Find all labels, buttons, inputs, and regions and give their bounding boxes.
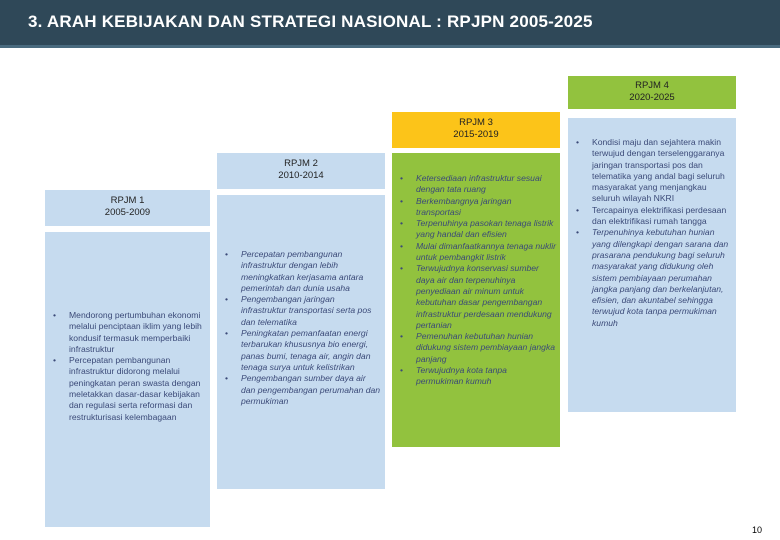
rpjm1-list [45,310,206,423]
rpjm2-years: 2010-2014 [278,170,324,181]
rpjm3-item-text: Terwujudnya kota tanpa permukiman kumuh [416,365,507,387]
rpjm3-list [392,173,556,388]
rpjm4-header [568,76,736,109]
list-item: • Berkembangnya jaringan transportasi [400,195,512,217]
rpjm2-item-text: Percepatan pembangunan infrastruktur dengan lebih meningkatkan kerjasama antara pemerintah dan dunia usaha [241,249,364,293]
list-item: • Mendorong pertumbuhan ekonomi melalui penciptaan iklim yang lebih kondusif termasuk memperbaiki infrastruktur [53,310,202,354]
rpjm3-item-text: Terwujudnya konservasi sumber daya air dan terpenuhinya penyediaan air minum untuk kebutuhan dasar pengembangan infrastruktur perdesaan mendukung pertanian [416,263,552,330]
rpjm2-item-text: Peningkatan pemanfaatan energi terbarukan khususnya bio energi, panas bumi, tenaga air, angin dan tenaga surya untuk kelistrikan [241,328,371,372]
rpjm1-item-text: Percepatan pembangunan infrastruktur didorong melalui peningkatan peran swasta dengan meletakkan dasar-dasar kebijakan dan regulasi serta reformasi dan restrukturisasi kelembagaan [69,355,201,422]
list-item: • Tercapainya elektrifikasi perdesaan dan elektrifikasi rumah tangga [576,204,727,227]
rpjm3-name: RPJM 3 [459,117,493,128]
rpjm2-body [217,195,385,489]
rpjm2-item-text: Pengembangan sumber daya air dan pengembangan perumahan dan permukiman [241,373,381,406]
rpjm3-item-text: Ketersediaan infrastruktur sesuai dengan tata ruang [416,173,542,195]
rpjm1-item-text: Mendorong pertumbuhan ekonomi melalui penciptaan iklim yang lebih kondusif termasuk memperbaiki infrastruktur [69,310,202,354]
rpjm1-header [45,190,210,226]
list-item: • Terwujudnya kota tanpa permukiman kumuh [400,365,507,387]
page-title: 3. ARAH KEBIJAKAN DAN STRATEGI NASIONAL : RPJPN 2005-2025 [28,12,593,31]
rpjm3-item-text: Pemenuhan kebutuhan hunian didukung sistem pembiayaan jangka panjang [416,331,556,364]
rpjm1-name: RPJM 1 [110,195,145,206]
list-item: • Percepatan pembangunan infrastruktur dengan lebih meningkatkan kerjasama antara pemerintah dan dunia usaha [225,249,364,293]
rpjm1-body [45,232,210,527]
rpjm4-name: RPJM 4 [635,80,669,91]
list-item: • Pengembangan sumber daya air dan pengembangan perumahan dan permukiman [225,373,381,406]
page-number: 10 [751,525,762,535]
rpjm2-header [217,153,385,189]
rpjm2-list [217,249,381,407]
rpjm4-list [568,137,732,329]
rpjm3-item-text: Mulai dimanfaatkannya tenaga nuklir untuk pembangkit listrik [416,240,556,263]
list-item: • Terwujudnya konservasi sumber daya air dan terpenuhinya penyediaan air minum untuk kebutuhan dasar pengembangan infrastruktur perdesaan mendukung pertanian [400,263,552,330]
rpjm4-item-text: Kondisi maju dan sejahtera makin terwujud dengan terselenggaranya jaringan transportasi pos dan telematika yang andal bagi seluruh masyarakat yang menjangkau seluruh wilayah NKRI [592,137,725,204]
rpjm4-body [568,118,736,412]
rpjm3-body [392,153,560,447]
list-item: • Pengembangan jaringan infrastruktur transportasi serta pos dan telematika [225,294,372,327]
rpjm2-name: RPJM 2 [284,158,318,169]
rpjm3-years: 2015-2019 [453,129,499,140]
rpjm3-item-text: Berkembangnya jaringan transportasi [416,195,512,217]
list-item: • Terpenuhinya kebutuhan hunian yang dilengkapi dengan sarana dan prasarana pendukung bagi seluruh masyarakat yang didukung oleh sistem pembiayaan perumahan jangka panjang dan berkelanjutan, efisien, dan akuntabel sehingga terwujud kota tanpa permukiman kumuh [576,227,729,328]
list-item: • Percepatan pembangunan infrastruktur didorong melalui peningkatan peran swasta dengan meletakkan dasar-dasar kebijakan dan regulasi serta reformasi dan restrukturisasi kelembagaan [53,355,201,422]
rpjm2-item-text: Pengembangan jaringan infrastruktur transportasi serta pos dan telematika [241,294,372,327]
list-item: • Terpenuhinya pasokan tenaga listrik yang handal dan efisien [400,218,554,240]
rpjm4-years: 2020-2025 [629,92,675,103]
list-item: • Kondisi maju dan sejahtera makin terwujud dengan terselenggaranya jaringan transportasi pos dan telematika yang andal bagi seluruh masyarakat yang menjangkau seluruh wilayah NKRI [576,137,725,204]
rpjm3-item-text: Terpenuhinya pasokan tenaga listrik yang handal dan efisien [416,218,554,240]
rpjm4-item-text: Tercapainya elektrifikasi perdesaan dan elektrifikasi rumah tangga [592,204,727,227]
rpjm3-header [392,112,560,148]
rpjm4-item-text: Terpenuhinya kebutuhan hunian yang dilengkapi dengan sarana dan prasarana pendukung bagi seluruh masyarakat yang didukung oleh sistem pembiayaan perumahan jangka panjang dan berkelanjutan, efisien, dan akuntabel sehingga terwujud kota tanpa permukiman kumuh [592,227,729,328]
header-accent-line [0,45,780,48]
list-item: • Ketersediaan infrastruktur sesuai dengan tata ruang [400,173,542,195]
list-item: • Mulai dimanfaatkannya tenaga nuklir untuk pembangkit listrik [400,240,556,263]
list-item: • Peningkatan pemanfaatan energi terbarukan khususnya bio energi, panas bumi, tenaga air, angin dan tenaga surya untuk kelistrikan [225,328,371,372]
rpjm1-years: 2005-2009 [104,207,151,218]
list-item: • Pemenuhan kebutuhan hunian didukung sistem pembiayaan jangka panjang [400,331,556,364]
